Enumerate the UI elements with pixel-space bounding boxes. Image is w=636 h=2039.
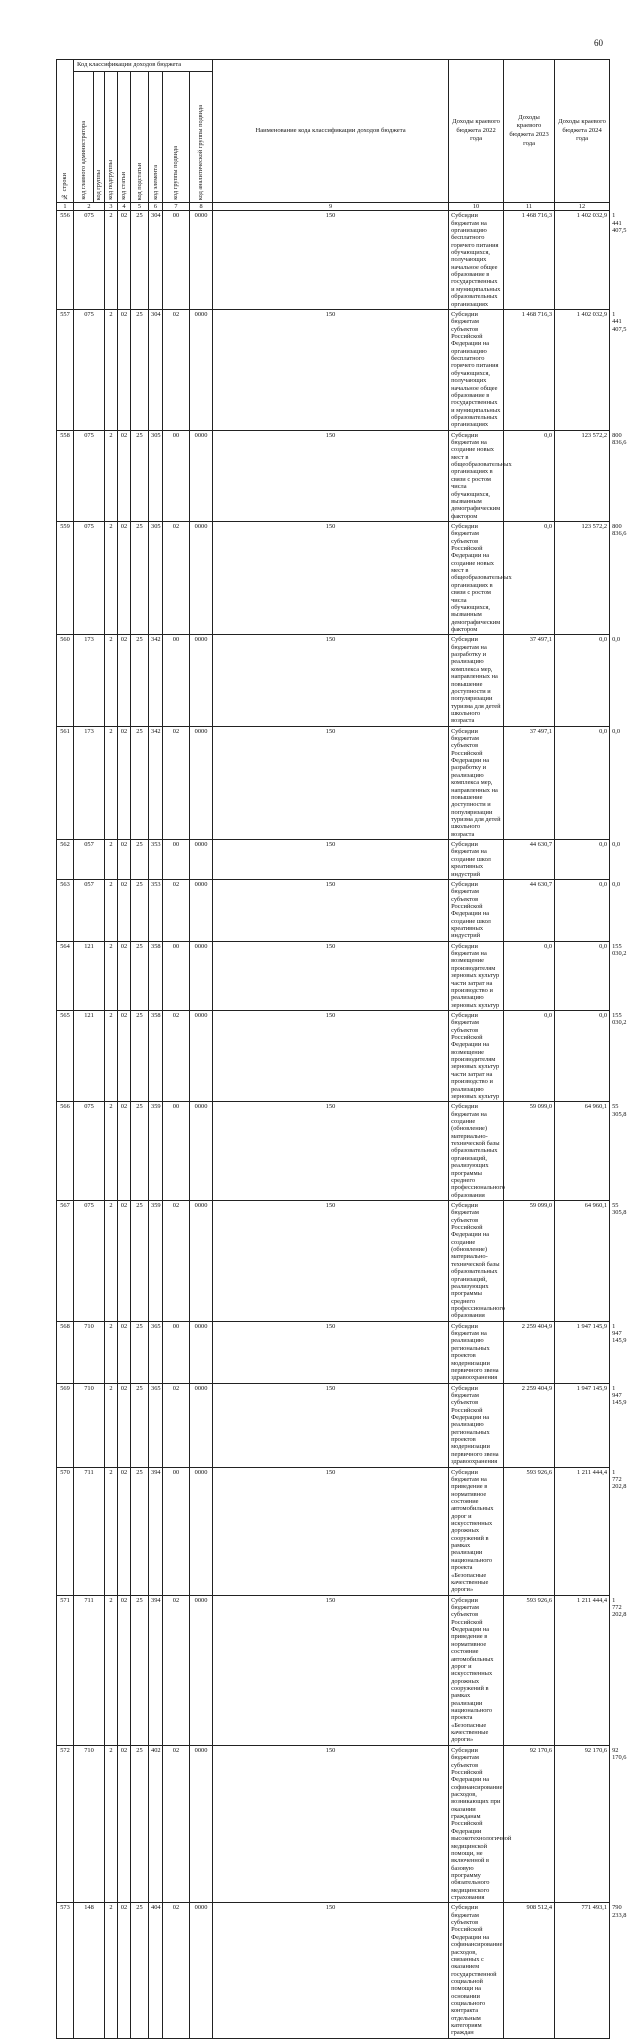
group-code: 2 — [105, 941, 118, 1010]
budget-income-table — [56, 59, 627, 2039]
income-code-name: Субсидии бюджетам субъектов Российской Федерации на софинансирование расходов, возникающих при оказании гражданам Российской Федерации высокотехнологичной медицинской помощи, не включенной в базовую программу обязательного медицинского страхования — [449, 1745, 504, 1903]
income-2023-value: 1 947 145,9 — [555, 1383, 610, 1467]
income-2022-value: 0,0 — [504, 430, 555, 521]
article-code: 25 — [131, 635, 149, 726]
row-number: 556 — [57, 211, 74, 310]
subtype-group-code: 0000 — [190, 1595, 213, 1745]
subarticle-code-header: код подстатьи — [131, 72, 149, 203]
income-2023-value: 123 572,2 — [555, 521, 610, 634]
column-number: 12 — [555, 203, 610, 211]
income-code-name: Субсидии бюджетам на возмещение производителям зерновых культур части затрат на производство и реализацию зерновых культур — [449, 941, 504, 1010]
element-code: 02 — [163, 1010, 190, 1101]
group-code: 2 — [105, 1595, 118, 1745]
group-code: 2 — [105, 840, 118, 880]
row-number: 563 — [57, 879, 74, 941]
chief-administrator-code: 057 — [74, 879, 105, 941]
chief-administrator-code: 173 — [74, 726, 105, 839]
chief-administrator-code: 075 — [74, 211, 105, 310]
income-2023-value: 92 170,6 — [555, 1745, 610, 1903]
analytic-group-code: 150 — [213, 1745, 449, 1903]
article-code: 25 — [131, 879, 149, 941]
subgroup-code: 02 — [118, 941, 131, 1010]
subarticle-code: 342 — [149, 726, 163, 839]
subarticle-code: 359 — [149, 1200, 163, 1321]
group-code: 2 — [105, 1745, 118, 1903]
group-code: 2 — [105, 1903, 118, 2038]
group-code: 2 — [105, 211, 118, 310]
income-2023-value: 1 211 444,4 — [555, 1595, 610, 1745]
element-code: 02 — [163, 1383, 190, 1467]
element-code: 00 — [163, 635, 190, 726]
group-code: 2 — [105, 1102, 118, 1201]
income-2022-value: 0,0 — [504, 1010, 555, 1101]
article-code: 25 — [131, 1383, 149, 1467]
income-2022-value: 1 468 716,3 — [504, 309, 555, 430]
subtype-group-code: 0000 — [190, 211, 213, 310]
subgroup-code: 02 — [118, 521, 131, 634]
subarticle-code: 342 — [149, 635, 163, 726]
income-code-name: Субсидии бюджетам субъектов Российской Федерации на создание (обновление) материально-технической базы образовательных организаций, реализующих программы среднего профессионального образования — [449, 1200, 504, 1321]
group-code: 2 — [105, 635, 118, 726]
article-code: 25 — [131, 1200, 149, 1321]
income-2024-header: Доходы краевого бюджета 2024 года — [555, 60, 610, 203]
row-number: 558 — [57, 430, 74, 521]
income-code-name: Субсидии бюджетам на создание новых мест в общеобразовательных организациях в связи с ростом числа обучающихся, вызванным демографическим фактором — [449, 430, 504, 521]
income-2023-value: 0,0 — [555, 1010, 610, 1101]
row-number: 561 — [57, 726, 74, 839]
element-code: 02 — [163, 1200, 190, 1321]
chief-administrator-code: 710 — [74, 1745, 105, 1903]
analytic-group-code: 150 — [213, 635, 449, 726]
analytic-group-code: 150 — [213, 309, 449, 430]
subgroup-code: 02 — [118, 1467, 131, 1595]
element-code: 00 — [163, 1102, 190, 1201]
subgroup-code: 02 — [118, 309, 131, 430]
article-code: 25 — [131, 1010, 149, 1101]
row-number: 569 — [57, 1383, 74, 1467]
table-row: 571 711 2 02 25 394 02 0000 150 Субсидии бюджетам субъектов Российской Федерации на приведение в нормативное состояние автомобильных дорог и искусственных дорожных сооружений в рамках реализации национального проекта «Безопасные качественные дороги» 593 926,6 1 211 444,4 1 772 202,8 — [57, 1595, 610, 1745]
income-code-name: Субсидии бюджетам на разработку и реализацию комплекса мер, направленных на повышение доступности и популяризации туризма для детей школьного возраста — [449, 635, 504, 726]
subtype-group-code: 0000 — [190, 1200, 213, 1321]
element-code: 02 — [163, 879, 190, 941]
subtype-group-code: 0000 — [190, 840, 213, 880]
income-2023-value: 0,0 — [555, 726, 610, 839]
article-code: 25 — [131, 1745, 149, 1903]
income-code-name: Субсидии бюджетам субъектов Российской Федерации на организацию бесплатного горячего питания обучающихся, получающих начальное общее образование в государственных и муниципальных образовательных организациях — [449, 309, 504, 430]
table-row: 560 173 2 02 25 342 00 0000 150 Субсидии бюджетам на разработку и реализацию комплекса мер, направленных на повышение доступности и популяризации туризма для детей школьного возраста 37 497,1 0,0 0,0 — [57, 635, 610, 726]
income-code-name: Субсидии бюджетам субъектов Российской Федерации на возмещение производителям зерновых культур части затрат на производство и реализацию зерновых культур — [449, 1010, 504, 1101]
subtype-group-code: 0000 — [190, 1745, 213, 1903]
row-number: 568 — [57, 1321, 74, 1383]
element-code: 00 — [163, 941, 190, 1010]
chief-administrator-code-header: код главного администратора — [74, 72, 94, 203]
chief-administrator-code: 075 — [74, 1200, 105, 1321]
subgroup-code-header: код подгруппы — [105, 72, 118, 203]
element-code: 00 — [163, 1467, 190, 1595]
income-2022-value: 59 099,0 — [504, 1102, 555, 1201]
subarticle-code: 305 — [149, 430, 163, 521]
income-2022-value: 1 468 716,3 — [504, 211, 555, 310]
table-row: 570 711 2 02 25 394 00 0000 150 Субсидии бюджетам на приведение в нормативное состояние автомобильных дорог и искусственных дорожных сооружений в рамках реализации национального проекта «Безопасные качественные дороги» 593 926,6 1 211 444,4 1 772 202,8 — [57, 1467, 610, 1595]
group-code: 2 — [105, 726, 118, 839]
column-number: 6 — [149, 203, 163, 211]
column-number: 1 — [57, 203, 74, 211]
chief-administrator-code: 075 — [74, 1102, 105, 1201]
analytic-group-code: 150 — [213, 1321, 449, 1383]
chief-administrator-code: 121 — [74, 1010, 105, 1101]
subtype-group-code: 0000 — [190, 1010, 213, 1101]
income-2023-value: 0,0 — [555, 879, 610, 941]
chief-administrator-code: 075 — [74, 521, 105, 634]
income-2022-value: 593 926,6 — [504, 1595, 555, 1745]
income-code-name: Субсидии бюджетам субъектов Российской Федерации на создание новых мест в общеобразовательных организациях в связи с ростом числа обучающихся, вызванным демографическим фактором — [449, 521, 504, 634]
income-2023-value: 1 402 032,9 — [555, 309, 610, 430]
income-2022-value: 92 170,6 — [504, 1745, 555, 1903]
income-2023-value: 64 960,1 — [555, 1102, 610, 1201]
subtype-group-code: 0000 — [190, 430, 213, 521]
income-2023-value: 1 211 444,4 — [555, 1467, 610, 1595]
group-code-header: код группы — [94, 72, 105, 203]
chief-administrator-code: 148 — [74, 1903, 105, 2038]
article-code-header: код статьи — [118, 72, 131, 203]
chief-administrator-code: 057 — [74, 840, 105, 880]
column-numbers-row — [57, 203, 610, 211]
group-code: 2 — [105, 1010, 118, 1101]
article-code: 25 — [131, 211, 149, 310]
table-row: 573 148 2 02 25 404 02 0000 150 Субсидии бюджетам субъектов Российской Федерации на софинансирование расходов, связанных с оказанием государственной социальной помощи на основании социального контракта отдельным категориям граждан 908 512,4 771 493,1 790 233,8 — [57, 1903, 610, 2038]
group-code: 2 — [105, 521, 118, 634]
subgroup-code: 02 — [118, 879, 131, 941]
article-code: 25 — [131, 1467, 149, 1595]
subgroup-code: 02 — [118, 726, 131, 839]
income-code-name: Субсидии бюджетам субъектов Российской Федерации на приведение в нормативное состояние автомобильных дорог и искусственных дорожных сооружений в рамках реализации национального проекта «Безопасные качественные дороги» — [449, 1595, 504, 1745]
article-code: 25 — [131, 1595, 149, 1745]
element-code: 00 — [163, 1321, 190, 1383]
table-header — [57, 60, 610, 211]
row-number: 562 — [57, 840, 74, 880]
income-code-name: Субсидии бюджетам на реализацию региональных проектов модернизации первичного звена здравоохранения — [449, 1321, 504, 1383]
article-code: 25 — [131, 1102, 149, 1201]
chief-administrator-code: 710 — [74, 1321, 105, 1383]
column-number: 9 — [213, 203, 449, 211]
subgroup-code: 02 — [118, 635, 131, 726]
row-number: 559 — [57, 521, 74, 634]
element-code-header: код элемента — [149, 72, 163, 203]
element-code: 00 — [163, 211, 190, 310]
subgroup-code: 02 — [118, 211, 131, 310]
article-code: 25 — [131, 1903, 149, 2038]
income-code-name: Субсидии бюджетам субъектов Российской Федерации на софинансирование расходов, связанных с оказанием государственной социальной помощи на основании социального контракта отдельным категориям граждан — [449, 1903, 504, 2038]
subtype-group-code: 0000 — [190, 1903, 213, 2038]
subarticle-code: 304 — [149, 309, 163, 430]
income-2022-value: 59 099,0 — [504, 1200, 555, 1321]
group-code: 2 — [105, 1383, 118, 1467]
row-number: 573 — [57, 1903, 74, 2038]
group-code: 2 — [105, 1200, 118, 1321]
element-code: 02 — [163, 1903, 190, 2038]
article-code: 25 — [131, 726, 149, 839]
article-code: 25 — [131, 521, 149, 634]
table-row: 557 075 2 02 25 304 02 0000 150 Субсидии бюджетам субъектов Российской Федерации на организацию бесплатного горячего питания обучающихся, получающих начальное общее образование в государственных и муниципальных образовательных организациях 1 468 716,3 1 402 032,9 1 441 407,5 — [57, 309, 610, 430]
subtype-group-code: 0000 — [190, 1102, 213, 1201]
row-number: 557 — [57, 309, 74, 430]
element-code: 00 — [163, 840, 190, 880]
subarticle-code: 402 — [149, 1745, 163, 1903]
table-row: 568 710 2 02 25 365 00 0000 150 Субсидии бюджетам на реализацию региональных проектов модернизации первичного звена здравоохранения 2 259 404,9 1 947 145,9 1 947 145,9 — [57, 1321, 610, 1383]
element-code: 00 — [163, 430, 190, 521]
income-2022-value: 2 259 404,9 — [504, 1321, 555, 1383]
income-2023-value: 64 960,1 — [555, 1200, 610, 1321]
article-code: 25 — [131, 430, 149, 521]
table-row: 572 710 2 02 25 402 02 0000 150 Субсидии бюджетам субъектов Российской Федерации на софинансирование расходов, возникающих при оказании гражданам Российской Федерации высокотехнологичной медицинской помощи, не включенной в базовую программу обязательного медицинского страхования 92 170,6 92 170,6 92 170,6 — [57, 1745, 610, 1903]
subgroup-code: 02 — [118, 1383, 131, 1467]
page-number: 60 — [594, 38, 603, 48]
chief-administrator-code: 121 — [74, 941, 105, 1010]
column-number: 5 — [131, 203, 149, 211]
table-body — [57, 211, 627, 2039]
subtype-group-code: 0000 — [190, 941, 213, 1010]
element-code: 02 — [163, 1595, 190, 1745]
analytic-group-code: 150 — [213, 726, 449, 839]
article-code: 25 — [131, 309, 149, 430]
analytic-group-code: 150 — [213, 1903, 449, 2038]
table-row: 563 057 2 02 25 353 02 0000 150 Субсидии бюджетам субъектов Российской Федерации на создание школ креативных индустрий 44 630,7 0,0 0,0 — [57, 879, 610, 941]
subgroup-code: 02 — [118, 1745, 131, 1903]
analytic-group-code: 150 — [213, 941, 449, 1010]
subtype-group-code: 0000 — [190, 879, 213, 941]
table-row: 564 121 2 02 25 358 00 0000 150 Субсидии бюджетам на возмещение производителям зерновых культур части затрат на производство и реализацию зерновых культур 0,0 0,0 155 030,2 — [57, 941, 610, 1010]
analytic-group-code: 150 — [213, 211, 449, 310]
income-2023-value: 123 572,2 — [555, 430, 610, 521]
income-2022-value: 908 512,4 — [504, 1903, 555, 2038]
income-2022-value: 44 630,7 — [504, 879, 555, 941]
analytic-group-code: 150 — [213, 879, 449, 941]
row-number: 571 — [57, 1595, 74, 1745]
table-row: 566 075 2 02 25 359 00 0000 150 Субсидии бюджетам на создание (обновление) материально-технической базы образовательных организаций, реализующих программы среднего профессионального образования 59 099,0 64 960,1 55 305,8 — [57, 1102, 610, 1201]
analytic-group-code: 150 — [213, 1102, 449, 1201]
subtype-group-code: 0000 — [190, 1383, 213, 1467]
article-code: 25 — [131, 941, 149, 1010]
analytic-group-code: 150 — [213, 430, 449, 521]
chief-administrator-code: 710 — [74, 1383, 105, 1467]
element-code: 02 — [163, 1745, 190, 1903]
subtype-group-code-header: код группы подвида — [163, 72, 190, 203]
chief-administrator-code: 711 — [74, 1467, 105, 1595]
income-2023-value: 1 402 032,9 — [555, 211, 610, 310]
column-number: 10 — [449, 203, 504, 211]
income-2022-value: 37 497,1 — [504, 635, 555, 726]
row-number: 564 — [57, 941, 74, 1010]
income-code-name: Субсидии бюджетам субъектов Российской Федерации на реализацию региональных проектов модернизации первичного звена здравоохранения — [449, 1383, 504, 1467]
element-code: 02 — [163, 309, 190, 430]
column-number: 7 — [163, 203, 190, 211]
analytic-group-code: 150 — [213, 1467, 449, 1595]
row-number-header: № строки — [57, 60, 74, 203]
income-2022-value: 37 497,1 — [504, 726, 555, 839]
chief-administrator-code: 711 — [74, 1595, 105, 1745]
subgroup-code: 02 — [118, 1595, 131, 1745]
subgroup-code: 02 — [118, 430, 131, 521]
subtype-group-code: 0000 — [190, 1467, 213, 1595]
subgroup-code: 02 — [118, 1321, 131, 1383]
subarticle-code: 394 — [149, 1595, 163, 1745]
income-2023-value: 0,0 — [555, 941, 610, 1010]
subarticle-code: 358 — [149, 941, 163, 1010]
subarticle-code: 353 — [149, 840, 163, 880]
income-2023-value: 1 947 145,9 — [555, 1321, 610, 1383]
chief-administrator-code: 075 — [74, 309, 105, 430]
subarticle-code: 304 — [149, 211, 163, 310]
subtype-group-code: 0000 — [190, 726, 213, 839]
income-2022-value: 0,0 — [504, 941, 555, 1010]
income-code-name: Субсидии бюджетам субъектов Российской Федерации на разработку и реализацию комплекса мер, направленных на повышение доступности и популяризации туризма для детей школьного возраста — [449, 726, 504, 839]
table-row: 565 121 2 02 25 358 02 0000 150 Субсидии бюджетам субъектов Российской Федерации на возмещение производителям зерновых культур части затрат на производство и реализацию зерновых культур 0,0 0,0 155 030,2 — [57, 1010, 610, 1101]
subarticle-code: 394 — [149, 1467, 163, 1595]
subtype-group-code: 0000 — [190, 635, 213, 726]
subgroup-code: 02 — [118, 1010, 131, 1101]
subarticle-code: 353 — [149, 879, 163, 941]
table-row: 556 075 2 02 25 304 00 0000 150 Субсидии бюджетам на организацию бесплатного горячего питания обучающихся, получающих начальное общее образование в государственных и муниципальных образовательных организациях 1 468 716,3 1 402 032,9 1 441 407,5 — [57, 211, 610, 310]
analytic-group-code: 150 — [213, 840, 449, 880]
group-code: 2 — [105, 1321, 118, 1383]
subarticle-code: 365 — [149, 1383, 163, 1467]
row-number: 566 — [57, 1102, 74, 1201]
chief-administrator-code: 173 — [74, 635, 105, 726]
code-group-header: Код классификации доходов бюджета — [74, 60, 213, 72]
income-2022-value: 593 926,6 — [504, 1467, 555, 1595]
group-code: 2 — [105, 309, 118, 430]
subarticle-code: 305 — [149, 521, 163, 634]
table-row: 567 075 2 02 25 359 02 0000 150 Субсидии бюджетам субъектов Российской Федерации на создание (обновление) материально-технической базы образовательных организаций, реализующих программы среднего профессионального образования 59 099,0 64 960,1 55 305,8 — [57, 1200, 610, 1321]
group-code: 2 — [105, 430, 118, 521]
article-code: 25 — [131, 1321, 149, 1383]
income-2023-header: Доходы краевого бюджета 2023 года — [504, 60, 555, 203]
row-number: 565 — [57, 1010, 74, 1101]
subarticle-code: 359 — [149, 1102, 163, 1201]
income-code-name: Субсидии бюджетам на организацию бесплатного горячего питания обучающихся, получающих начальное общее образование в государственных и муниципальных образовательных организациях — [449, 211, 504, 310]
row-number: 567 — [57, 1200, 74, 1321]
row-number: 570 — [57, 1467, 74, 1595]
income-code-name: Субсидии бюджетам на приведение в нормативное состояние автомобильных дорог и искусственных дорожных сооружений в рамках реализации национального проекта «Безопасные качественные дороги» — [449, 1467, 504, 1595]
subtype-group-code: 0000 — [190, 521, 213, 634]
table-row: 562 057 2 02 25 353 00 0000 150 Субсидии бюджетам на создание школ креативных индустрий 44 630,7 0,0 0,0 — [57, 840, 610, 880]
income-code-name: Субсидии бюджетам субъектов Российской Федерации на создание школ креативных индустрий — [449, 879, 504, 941]
analytic-group-code: 150 — [213, 1010, 449, 1101]
analytic-group-code-header: код аналитической группы подвида — [190, 72, 213, 203]
row-number: 560 — [57, 635, 74, 726]
table-row: 559 075 2 02 25 305 02 0000 150 Субсидии бюджетам субъектов Российской Федерации на создание новых мест в общеобразовательных организациях в связи с ростом числа обучающихся, вызванным демографическим фактором 0,0 123 572,2 800 836,6 — [57, 521, 610, 634]
column-number: 8 — [190, 203, 213, 211]
name-header: Наименование кода классификации доходов бюджета — [213, 60, 449, 203]
income-2022-value: 2 259 404,9 — [504, 1383, 555, 1467]
subgroup-code: 02 — [118, 1200, 131, 1321]
income-2022-value: 0,0 — [504, 521, 555, 634]
subgroup-code: 02 — [118, 1903, 131, 2038]
column-number: 3 — [105, 203, 118, 211]
element-code: 02 — [163, 726, 190, 839]
subtype-group-code: 0000 — [190, 1321, 213, 1383]
analytic-group-code: 150 — [213, 1383, 449, 1467]
subarticle-code: 358 — [149, 1010, 163, 1101]
group-code: 2 — [105, 879, 118, 941]
income-code-name: Субсидии бюджетам на создание (обновление) материально-технической базы образовательных организаций, реализующих программы среднего профессионального образования — [449, 1102, 504, 1201]
column-number: 11 — [504, 203, 555, 211]
chief-administrator-code: 075 — [74, 430, 105, 521]
analytic-group-code: 150 — [213, 1595, 449, 1745]
subarticle-code: 404 — [149, 1903, 163, 2038]
income-2023-value: 0,0 — [555, 840, 610, 880]
table-row: 569 710 2 02 25 365 02 0000 150 Субсидии бюджетам субъектов Российской Федерации на реализацию региональных проектов модернизации первичного звена здравоохранения 2 259 404,9 1 947 145,9 1 947 145,9 — [57, 1383, 610, 1467]
table-row: 561 173 2 02 25 342 02 0000 150 Субсидии бюджетам субъектов Российской Федерации на разработку и реализацию комплекса мер, направленных на повышение доступности и популяризации туризма для детей школьного возраста 37 497,1 0,0 0,0 — [57, 726, 610, 839]
row-number: 572 — [57, 1745, 74, 1903]
element-code: 02 — [163, 521, 190, 634]
analytic-group-code: 150 — [213, 521, 449, 634]
subgroup-code: 02 — [118, 1102, 131, 1201]
article-code: 25 — [131, 840, 149, 880]
column-number: 2 — [74, 203, 105, 211]
income-2023-value: 0,0 — [555, 635, 610, 726]
subtype-group-code: 0000 — [190, 309, 213, 430]
income-2023-value: 771 493,1 — [555, 1903, 610, 2038]
subarticle-code: 365 — [149, 1321, 163, 1383]
subgroup-code: 02 — [118, 840, 131, 880]
income-2022-value: 44 630,7 — [504, 840, 555, 880]
income-2022-header: Доходы краевого бюджета 2022 года — [449, 60, 504, 203]
group-code: 2 — [105, 1467, 118, 1595]
table-row: 558 075 2 02 25 305 00 0000 150 Субсидии бюджетам на создание новых мест в общеобразовательных организациях в связи с ростом числа обучающихся, вызванным демографическим фактором 0,0 123 572,2 800 836,6 — [57, 430, 610, 521]
column-number: 4 — [118, 203, 131, 211]
income-code-name: Субсидии бюджетам на создание школ креативных индустрий — [449, 840, 504, 880]
analytic-group-code: 150 — [213, 1200, 449, 1321]
